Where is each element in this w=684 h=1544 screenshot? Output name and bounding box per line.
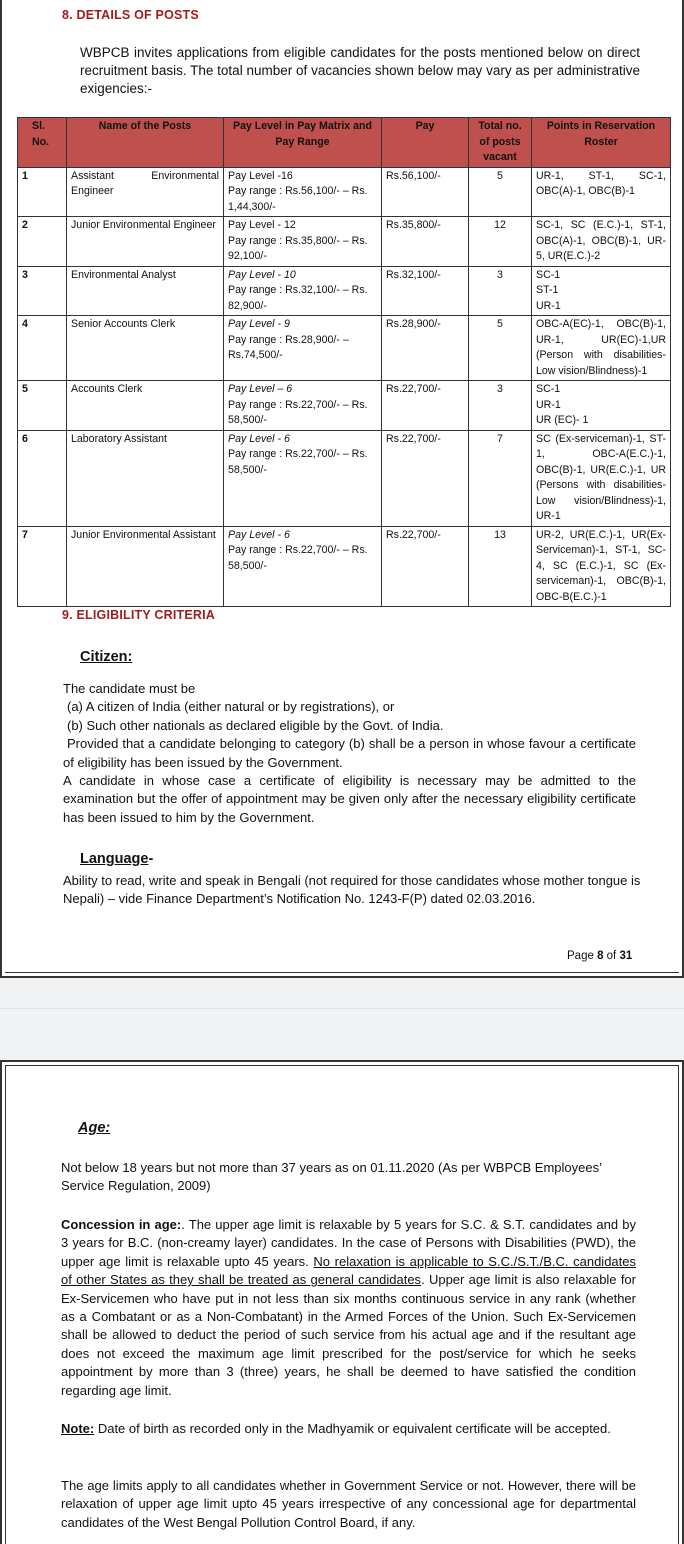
cell-total-vacant: 3 — [469, 266, 532, 316]
cell-pay-level — [224, 430, 382, 526]
cell-pay: Rs.22,700/- — [382, 381, 469, 431]
age-concession-label: Concession in age: — [61, 1217, 182, 1232]
cell-reservation-roster: SC-1 UR-1 UR (EC)- 1 — [532, 381, 671, 431]
age-concession-paragraph — [61, 1216, 636, 1400]
citizen-block — [63, 680, 636, 827]
pay-range-text: Pay range : Rs.35,800/- – Rs. 92,100/- — [228, 234, 368, 262]
cell-pay-level — [224, 316, 382, 381]
table-row — [18, 167, 671, 217]
cell-sl-no: 1 — [18, 167, 67, 217]
age-limit-text: Not below 18 years but not more than 37 years as on 01.11.2020 (As per WBPCB Employees’ Service Regulation, 2009) — [61, 1160, 602, 1194]
cell-total-vacant: 13 — [469, 526, 532, 607]
page-number-mid: of — [603, 950, 620, 962]
language-text: Ability to read, write and speak in Bengali (not required for those candidates whose mother tongue is Nepali) – vide Finance Department’s Notification No. 1243-F(P) dated 02.03.2016. — [63, 873, 641, 907]
age-concession-text-1: . The upper age limit is relaxable by 5 years for S.C. & S.T. candidates and by 3 years for B.C. (non-creamy layer) candidates. In the case of Persons with Disabilities (PWD), the upper age limit is relaxable upto 45 years. — [61, 1217, 636, 1269]
language-heading — [80, 851, 153, 867]
citizen-admission-note: A candidate in whose case a certificate of eligibility is necessary may be admitted to the examination but the offer of appointment may be given only after the necessary eligibility certificate has been issued to him by the Government. — [63, 773, 636, 825]
header-sl-no: Sl. No. — [18, 118, 67, 168]
pay-level-text: Pay Level – 6 — [228, 383, 293, 395]
page-inner-border-left — [5, 1065, 6, 1544]
cell-pay-level — [224, 381, 382, 431]
cell-total-vacant: 5 — [469, 167, 532, 217]
cell-sl-no: 7 — [18, 526, 67, 607]
cell-post-name: Junior Environmental Engineer — [67, 217, 224, 267]
page-number-current: 8 — [597, 950, 604, 962]
section-8-intro: WBPCB invites applications from eligible candidates for the posts mentioned below on direct recruitment basis. The total number of vacancies shown below may vary as per administrative exigencies:- — [80, 45, 640, 96]
header-pay-level: Pay Level in Pay Matrix and Pay Range — [224, 118, 382, 168]
age-heading: Age: — [78, 1120, 111, 1136]
pay-range-text: Pay range : Rs.32,100/- – Rs. 82,900/- — [228, 284, 368, 312]
table-row — [18, 430, 671, 526]
cell-total-vacant: 12 — [469, 217, 532, 267]
cell-total-vacant: 7 — [469, 430, 532, 526]
header-total-vacant: Total no. of posts vacant — [469, 118, 532, 168]
page-number-total: 31 — [619, 950, 633, 962]
cell-reservation-roster: SC-1 ST-1 UR-1 — [532, 266, 671, 316]
table-row — [18, 316, 671, 381]
age-concession-underlined: No relaxation is applicable to S.C./S.T./B.C. candidates of other States as they shall be treated as general candidates — [61, 1253, 636, 1288]
cell-total-vacant: 3 — [469, 381, 532, 431]
citizen-heading: Citizen: — [80, 649, 133, 665]
table-header-row — [18, 118, 671, 168]
cell-sl-no: 2 — [18, 217, 67, 267]
table-row — [18, 266, 671, 316]
cell-pay: Rs.22,700/- — [382, 526, 469, 607]
cell-post-name: Accounts Clerk — [67, 381, 224, 431]
pay-range-text: Pay range : Rs.56,100/- – Rs. 1,44,300/- — [228, 185, 368, 213]
cell-reservation-roster: UR-2, UR(E.C.)-1, UR(Ex-Serviceman)-1, ST-1, SC-4, SC (E.C.)-1, SC (Ex-serviceman)-1, OBC(B)-1, OBC-B(E.C.)-1 — [532, 526, 671, 607]
cell-reservation-roster: SC (Ex-serviceman)-1, ST-1, OBC-A(E.C.)-1, OBC(B)-1, UR(E.C.)-1, UR (Persons with disabilities-Low vision/Blindness)-1, UR-1 — [532, 430, 671, 526]
age-note-paragraph — [61, 1420, 636, 1438]
cell-post-name: Assistant Environmental Engineer — [67, 167, 224, 217]
pay-level-text: Pay Level - 12 — [228, 219, 296, 231]
cell-post-name: Senior Accounts Clerk — [67, 316, 224, 381]
cell-pay-level — [224, 217, 382, 267]
header-reservation-roster: Points in Reservation Roster — [532, 118, 671, 168]
pay-level-text: Pay Level - 10 — [228, 268, 296, 281]
posts-table — [17, 117, 671, 607]
pay-range-text: Pay range : Rs.22,700/- – Rs. 58,500/- — [228, 544, 368, 572]
table-row — [18, 526, 671, 607]
page-separator — [0, 978, 684, 1060]
pay-range-text: Pay range : Rs.22,700/- – Rs. 58,500/- — [228, 448, 368, 476]
pay-level-text: Pay Level -16 — [228, 169, 293, 182]
pay-level-text: Pay Level - 9 — [228, 318, 290, 330]
pay-range-text: Pay range : Rs.28,900/- – Rs.74,500/- — [228, 333, 349, 361]
page-inner-border-right — [678, 1065, 679, 1544]
header-pay: Pay — [382, 118, 469, 168]
page-number — [567, 950, 632, 962]
age-concession-text-2: . Upper age limit is also relaxable for Ex-Servicemen who have put in not less than six months continuous service in any rank (whether as a Combatant or as a Non-Combatant) in the Armed Forces of the Union. Such Ex-Servicemen shall be allowed to deduct the period of such service from his actual age and if the resultant age does not exceed the maximum age limit prescribed for the post/service for which he seeks appointment by more than 3 (three) years, he shall be deemed to have satisfied the condition regarding age limit. — [61, 1272, 636, 1398]
cell-post-name: Junior Environmental Assistant — [67, 526, 224, 607]
cell-reservation-roster: UR-1, ST-1, SC-1, OBC(A)-1, OBC(B)-1 — [532, 167, 671, 217]
pay-range-text: Pay range : Rs.22,700/- – Rs. 58,500/- — [228, 398, 368, 426]
cell-pay: Rs.56,100/- — [382, 167, 469, 217]
citizen-option-b: (b) Such other nationals as declared eligible by the Govt. of India. — [67, 717, 444, 733]
cell-pay: Rs.22,700/- — [382, 430, 469, 526]
citizen-proviso: Provided that a candidate belonging to category (b) shall be a person in whose favour a certificate of eligibility has been issued by the Government. — [63, 736, 636, 770]
cell-sl-no: 4 — [18, 316, 67, 381]
cell-sl-no: 3 — [18, 266, 67, 316]
cell-pay: Rs.32,100/- — [382, 266, 469, 316]
cell-post-name: Laboratory Assistant — [67, 430, 224, 526]
pay-level-text: Pay Level - 6 — [228, 528, 290, 541]
cell-pay-level — [224, 167, 382, 217]
section-8-title: 8. DETAILS OF POSTS — [62, 8, 199, 22]
section-9-title: 9. ELIGIBILITY CRITERIA — [62, 608, 215, 622]
cell-reservation-roster: OBC-A(EC)-1, OBC(B)-1, UR-1, UR(EC)-1,UR (Person with disabilities-Low vision/Blindness)-1 — [532, 316, 671, 381]
cell-pay: Rs.35,800/- — [382, 217, 469, 267]
cell-reservation-roster: SC-1, SC (E.C.)-1, ST-1, OBC(A)-1, OBC(B)-1, UR-5, UR(E.C.)-2 — [532, 217, 671, 267]
cell-sl-no: 5 — [18, 381, 67, 431]
language-heading-label: Language — [80, 851, 149, 867]
cell-post-name: Environmental Analyst — [67, 266, 224, 316]
citizen-lead: The candidate must be — [63, 681, 196, 696]
page-number-prefix: Page — [567, 950, 598, 962]
document-page-9 — [0, 1060, 684, 1544]
age-note-text: Date of birth as recorded only in the Madhyamik or equivalent certificate will be accepted. — [94, 1421, 611, 1436]
age-applicability-paragraph: The age limits apply to all candidates whether in Government Service or not. However, there will be relaxation of upper age limit upto 45 years irrespective of any concessional age for departmental candidates of the West Bengal Pollution Control Board, if any. — [61, 1478, 636, 1530]
cell-sl-no: 6 — [18, 430, 67, 526]
cell-pay: Rs.28,900/- — [382, 316, 469, 381]
age-note-label: Note: — [61, 1421, 95, 1436]
cell-pay-level — [224, 526, 382, 607]
table-row — [18, 381, 671, 431]
cell-pay-level — [224, 266, 382, 316]
pay-level-text: Pay Level - 6 — [228, 432, 290, 445]
citizen-option-a: (a) A citizen of India (either natural or by registrations), or — [67, 699, 395, 715]
header-name-of-posts: Name of the Posts — [67, 118, 224, 168]
table-row — [18, 217, 671, 267]
language-heading-dash: - — [148, 851, 154, 867]
cell-total-vacant: 5 — [469, 316, 532, 381]
